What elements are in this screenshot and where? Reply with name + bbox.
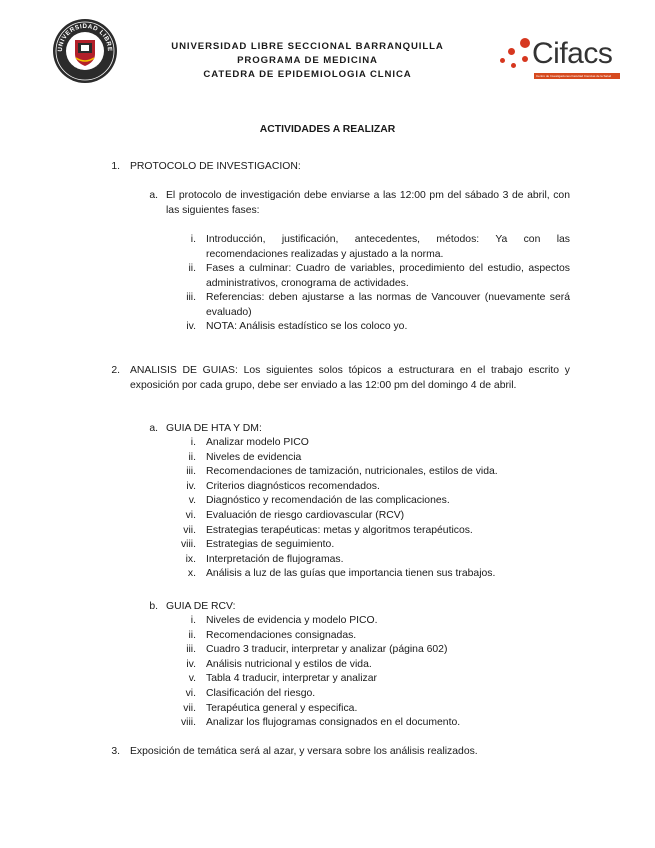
list-item-text: Recomendaciones de tamización, nutricionales, estilos de vida. xyxy=(206,466,498,478)
cifacs-tagline: Centro de Investigaciones Facultad Ciencias de la Salud xyxy=(536,74,612,78)
section-2b-heading: GUIA DE RCV: xyxy=(166,601,236,612)
section-2-number: 2. xyxy=(111,365,120,376)
list-item-number: i. xyxy=(190,437,196,448)
list-item-number: vi. xyxy=(185,688,196,699)
list-item-number: i. xyxy=(190,615,196,626)
cifacs-logo xyxy=(498,36,620,92)
list-item-text: Tabla 4 traducir, interpretar y analizar xyxy=(206,673,377,685)
section-1a-number: a. xyxy=(149,190,158,201)
logo-ring-text: UNIVERSIDAD LIBRE xyxy=(56,23,114,52)
list-item-number: i. xyxy=(190,234,196,245)
universidad-libre-logo xyxy=(52,18,118,84)
list-item-number: v. xyxy=(188,673,196,685)
list-item-text: Evaluación de riesgo cardiovascular (RCV) xyxy=(206,510,405,521)
list-item-text: Análisis a luz de las guías que importancia tienen sus trabajos. xyxy=(206,568,496,580)
list-item-number: x. xyxy=(187,568,196,580)
list-item-text: Fases a culminar: Cuadro de variables, procedimiento del estudio, aspectos administrativos, cronograma de actividades. xyxy=(206,263,570,289)
list-item-number: iii. xyxy=(186,644,196,656)
list-item-text: Estrategias terapéuticas: metas y algoritmos terapéuticos. xyxy=(206,524,473,536)
list-item-number: vii. xyxy=(183,524,196,536)
page-title: ACTIVIDADES A REALIZAR xyxy=(259,124,396,135)
list-item-text: Analizar los flujogramas consignados en el documento. xyxy=(206,717,461,729)
list-item-number: vi. xyxy=(185,510,196,521)
logo-bottom-text: COLOMBIA xyxy=(72,62,98,71)
list-item-text: NOTA: Análisis estadístico se los coloco yo. xyxy=(206,321,408,332)
section-1a-text: El protocolo de investigación debe enviarse a las 12:00 pm del sábado 3 de abril, con las siguientes fases: xyxy=(166,190,570,216)
list-item-number: iv. xyxy=(186,658,196,670)
list-item-text: Analizar modelo PICO xyxy=(206,437,309,448)
cifacs-tagline-bar xyxy=(534,73,620,79)
section-3-number: 3. xyxy=(111,746,120,757)
list-item-number: viii. xyxy=(180,717,196,729)
list-item-number: ii. xyxy=(188,629,196,641)
list-item-number: vii. xyxy=(183,702,196,714)
list-item-number: iv. xyxy=(186,480,196,492)
list-item-text: Interpretación de flujogramas. xyxy=(206,553,344,565)
header-line-program: PROGRAMA DE MEDICINA xyxy=(237,55,378,66)
list-item-text: Clasificación del riesgo. xyxy=(206,688,316,699)
cifacs-wordmark: Cifacs xyxy=(532,37,613,70)
list-item-number: iii. xyxy=(186,466,196,478)
list-item-text: Terapéutica general y especifica. xyxy=(206,702,358,714)
list-item-text: Análisis nutricional y estilos de vida. xyxy=(206,658,372,670)
section-2b-number: b. xyxy=(149,601,158,612)
header-line-university: UNIVERSIDAD LIBRE SECCIONAL BARRANQUILLA xyxy=(171,41,444,52)
list-item-number: ii. xyxy=(188,451,196,463)
section-1-number: 1. xyxy=(111,161,120,172)
logo-dot-icon xyxy=(511,63,516,68)
list-item-text: Introducción, justificación, antecedentes, métodos: Ya con las recomendaciones realizadas y ajustado a la norma. xyxy=(206,234,570,260)
list-item-text: Criterios diagnósticos recomendados. xyxy=(206,480,380,492)
list-item-text: Estrategias de seguimiento. xyxy=(206,539,335,551)
list-item-number: ii. xyxy=(188,263,196,274)
section-1-heading: PROTOCOLO DE INVESTIGACION: xyxy=(130,161,301,172)
list-item-text: Referencias: deben ajustarse a las normas de Vancouver (nuevamente será evaluado) xyxy=(206,292,570,318)
list-item-text: Diagnóstico y recomendación de las complicaciones. xyxy=(206,495,450,507)
logo-dot-icon xyxy=(520,38,530,48)
list-item-text: Recomendaciones consignadas. xyxy=(206,629,357,641)
section-2a-heading: GUIA DE HTA Y DM: xyxy=(166,423,262,434)
logo-dot-icon xyxy=(508,48,515,55)
institution-header xyxy=(130,40,485,82)
logo-dot-icon xyxy=(500,58,505,63)
logo-dot-icon xyxy=(522,56,528,62)
header-line-catedra: CATEDRA DE EPIDEMIOLOGIA CLNICA xyxy=(203,69,412,80)
section-3-text: Exposición de temática será al azar, y versara sobre los análisis realizados. xyxy=(130,746,478,757)
list-item-number: iii. xyxy=(186,292,196,303)
section-2a-number: a. xyxy=(149,423,158,434)
section-2-text: ANALISIS DE GUIAS: Los siguientes solos tópicos a estructurara en el trabajo escrito y exposición por cada grupo, debe ser enviado a las 12:00 pm del domingo 4 de abril. xyxy=(130,365,570,391)
list-item-text: Niveles de evidencia xyxy=(206,451,302,463)
list-item-text: Niveles de evidencia y modelo PICO. xyxy=(206,615,378,626)
list-item-text: Cuadro 3 traducir, interpretar y analizar (página 602) xyxy=(206,644,448,656)
list-item-number: viii. xyxy=(180,539,196,551)
list-item-number: ix. xyxy=(185,553,196,565)
list-item-number: v. xyxy=(188,495,196,507)
list-item-number: iv. xyxy=(186,321,196,332)
